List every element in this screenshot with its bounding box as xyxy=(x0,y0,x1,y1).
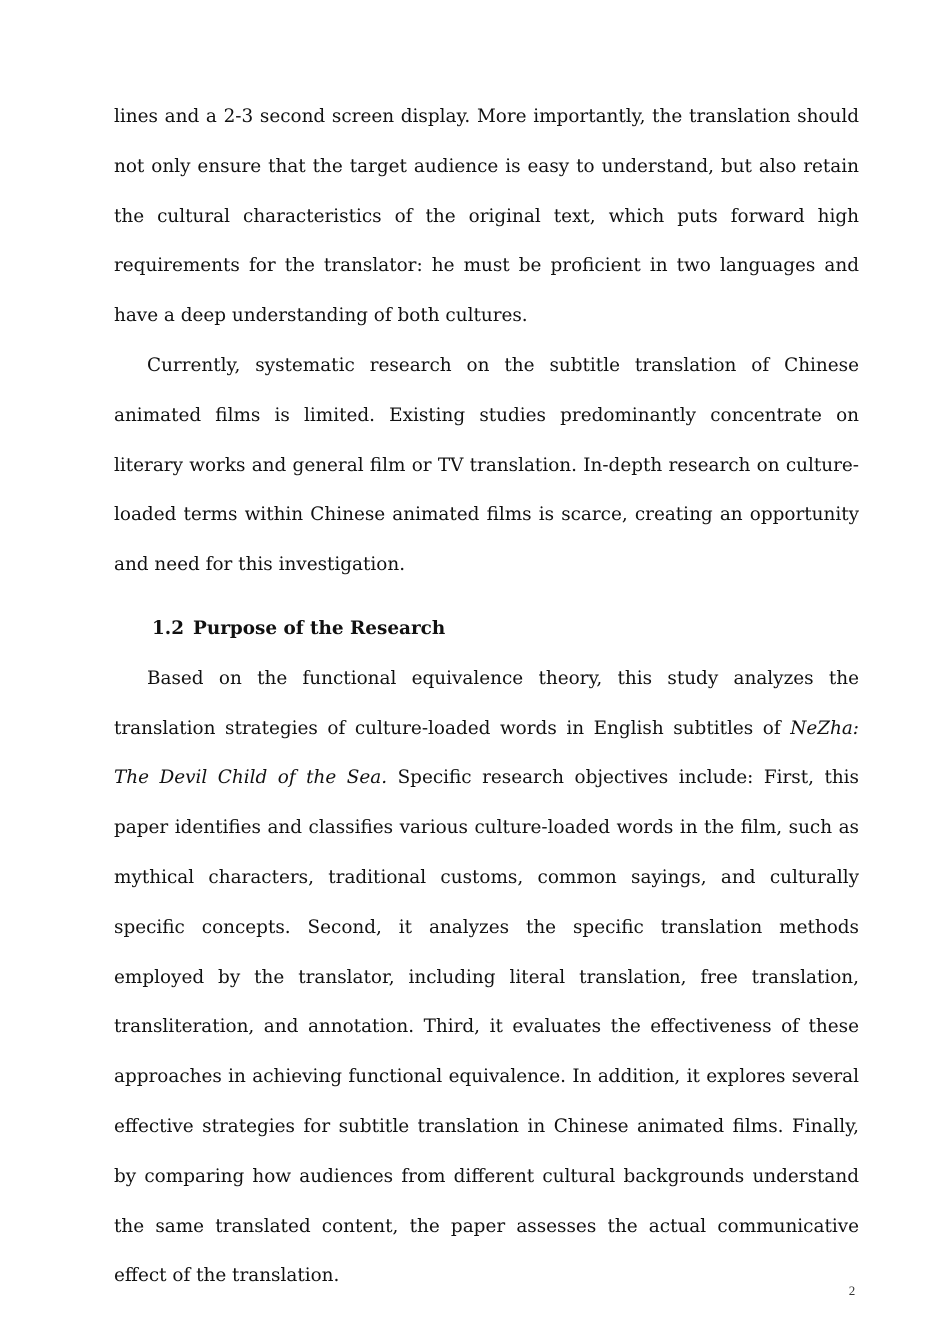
paragraph-purpose xyxy=(114,654,859,1301)
paragraph-purpose-intro: Based on the functional equivalence theory, this study analyzes the translation strategies of culture-loaded words in English subtitles of xyxy=(114,667,859,739)
paragraph-continued: lines and a 2-3 second screen display. More importantly, the translation should not only ensure that the target audience is easy to understand, but also retain the cultural characteristics of the original text, which puts forward high requirements for the translator: he must be proficient in two languages and have a deep understanding of both cultures. xyxy=(114,106,859,327)
section-heading xyxy=(114,604,859,654)
document-page xyxy=(114,92,859,1301)
paragraph-purpose-objectives: Specific research objectives include: First, this paper identifies and classifies various culture-loaded words in the film, such as mythical characters, traditional customs, common sayings, and culturally specific concepts. Second, it analyzes the specific translation methods employed by the translator, including literal translation, free translation, transliteration, and annotation. Third, it evaluates the effectiveness of these approaches in achieving functional equivalence. In addition, it explores several effective strategies for subtitle translation in Chinese animated films. Finally, by comparing how audiences from different cultural backgrounds understand the same translated content, the paper assesses the actual communicative effect of the translation. xyxy=(114,767,859,1287)
paragraph-research-gap: Currently, systematic research on the subtitle translation of Chinese animated films is limited. Existing studies predominantly concentrate on literary works and general film or TV translation. In-depth research on culture-loaded terms within Chinese animated films is scarce, creating an opportunity and need for this investigation. xyxy=(114,354,859,576)
section-title: Purpose of the Research xyxy=(193,617,446,639)
film-title: NeZha: The Devil Child of the Sea. xyxy=(114,717,859,789)
page-number: 2 xyxy=(848,1283,856,1298)
section-number: 1.2 xyxy=(152,617,184,639)
